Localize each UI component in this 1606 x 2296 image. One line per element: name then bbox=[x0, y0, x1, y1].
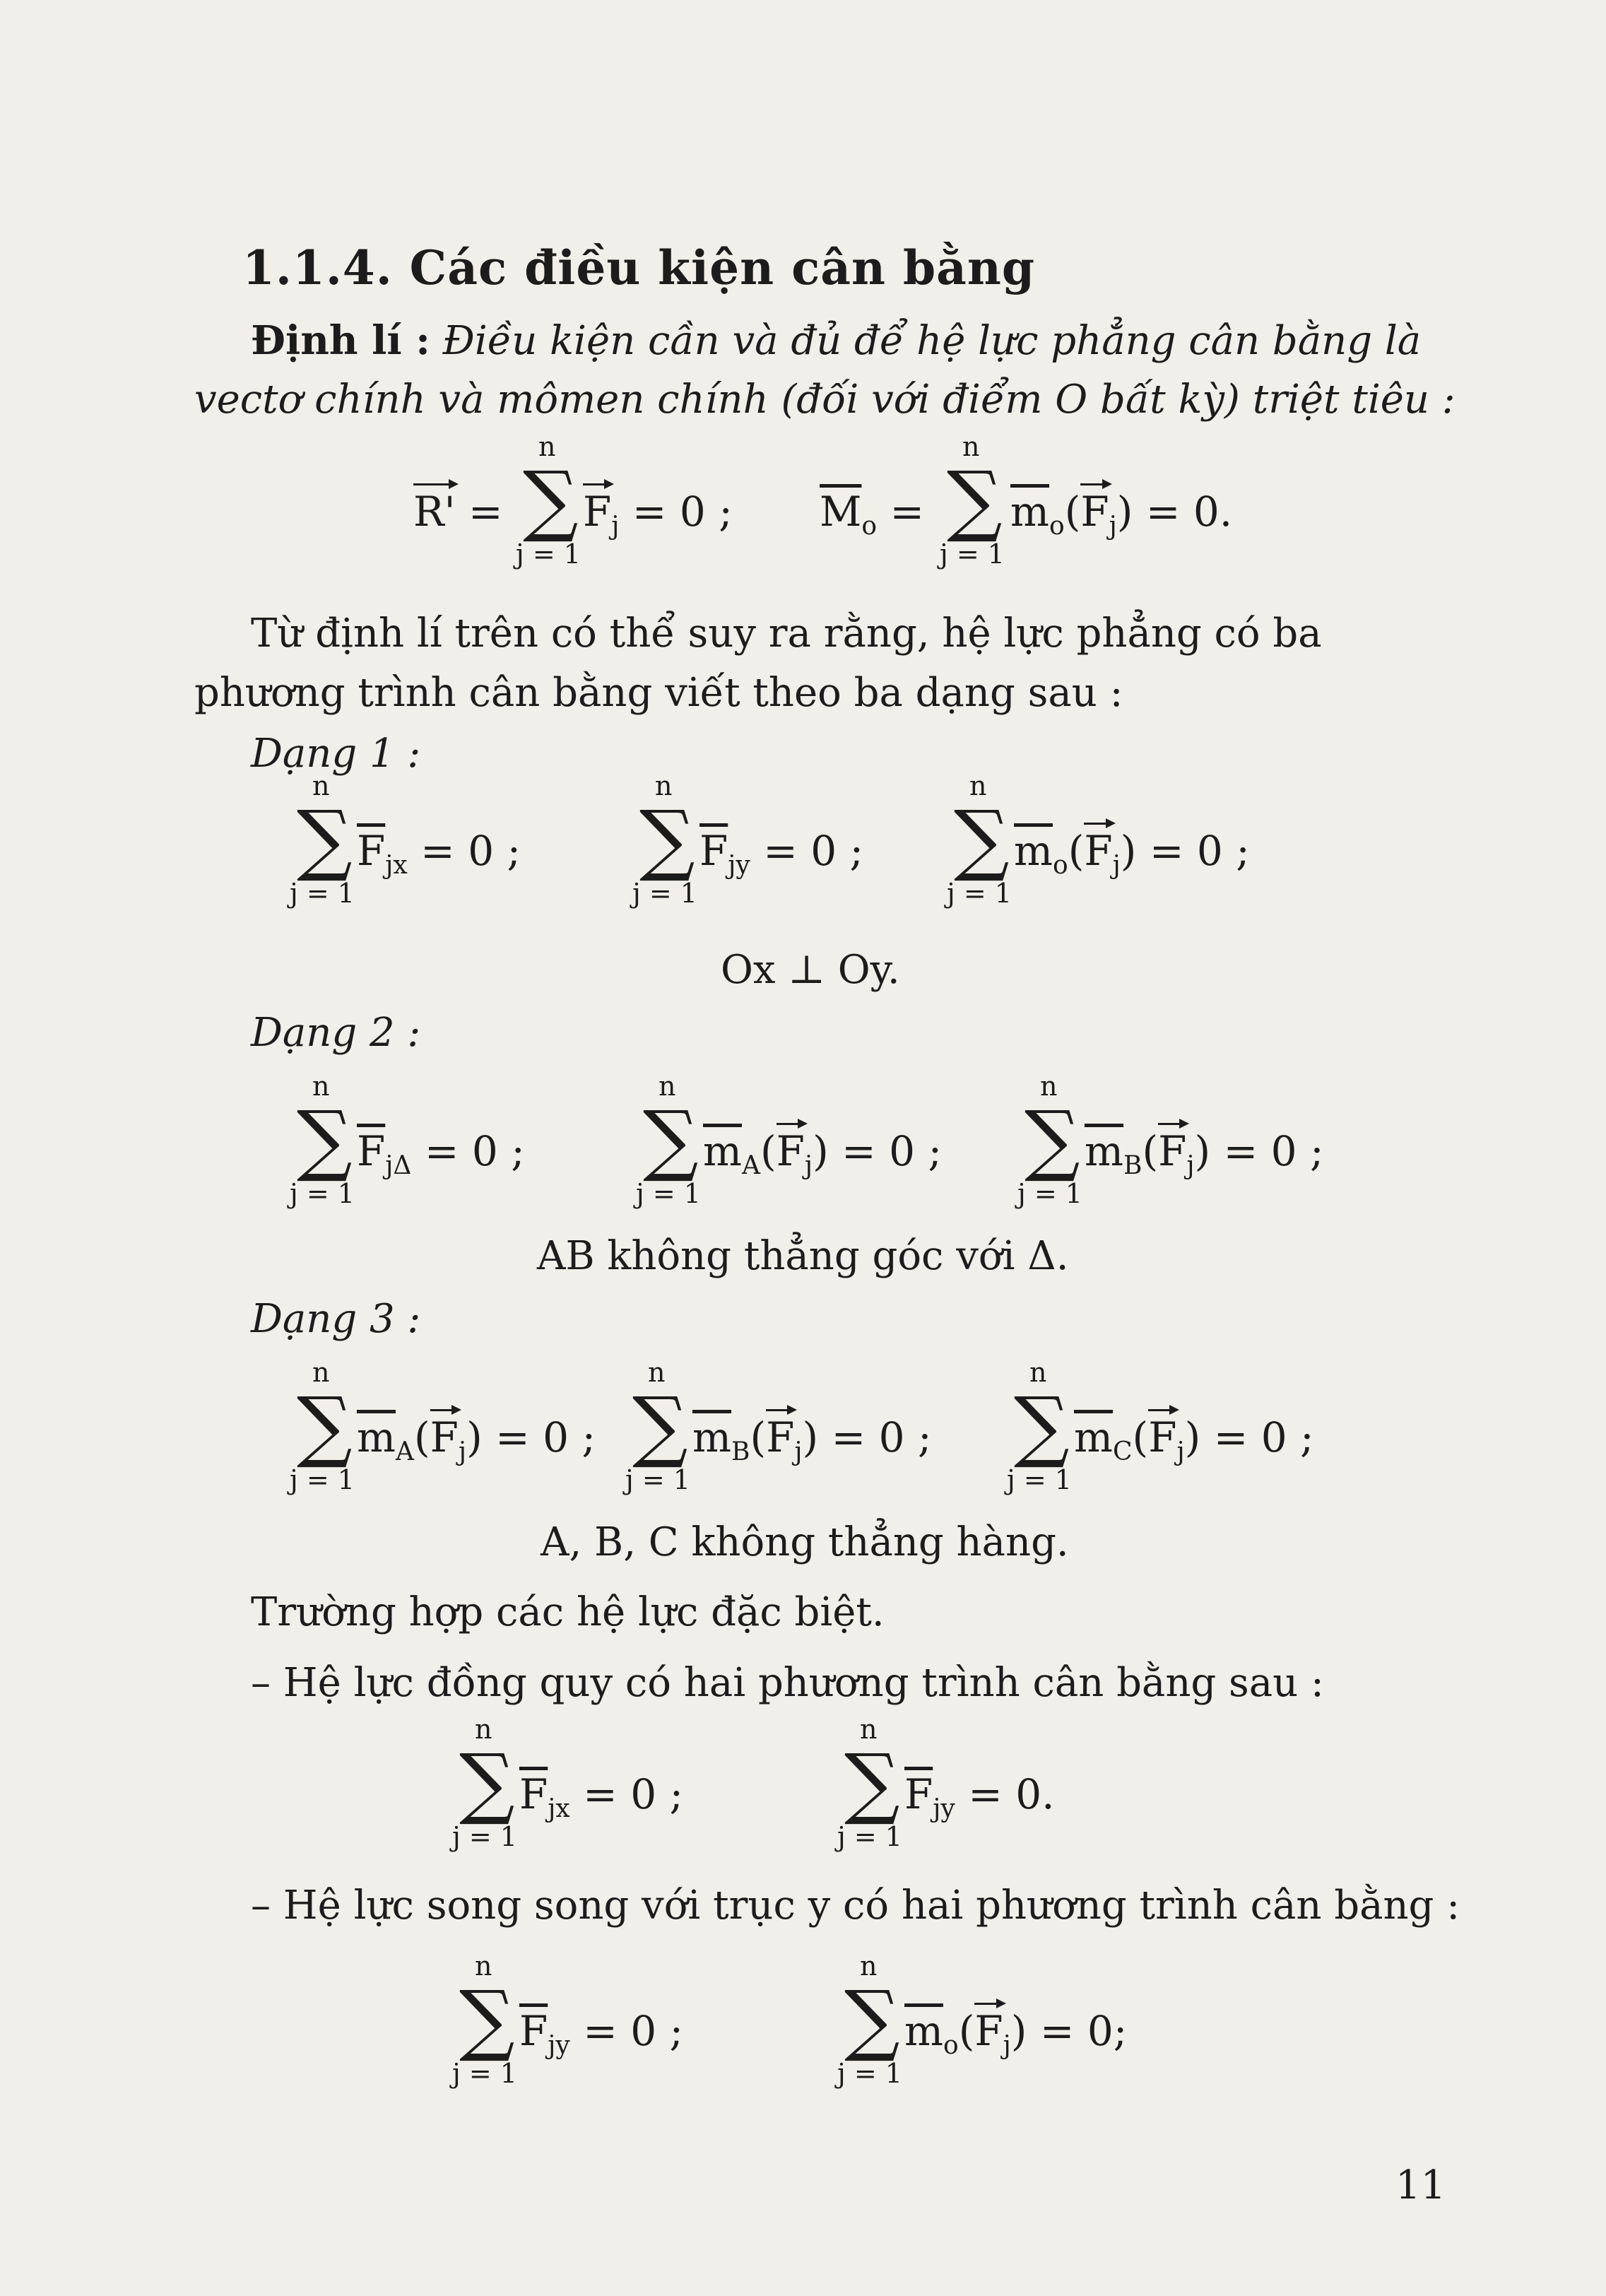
eq-moment: $\overline{M}_o$ = bbox=[820, 488, 925, 541]
form3-condition: A, B, C không thẳng hàng. bbox=[541, 1519, 1069, 1565]
eq-resultant: R' = bbox=[413, 488, 503, 536]
form1-eq3: $\overline{m}_o(F_j) = 0$ ; bbox=[1014, 827, 1250, 880]
form2-eq1: $\overline{F}_{j\Delta} = 0$ ; bbox=[357, 1127, 525, 1180]
theorem-text-1: Điều kiện cần và đủ để hệ lực phẳng cân bằng là bbox=[442, 318, 1422, 364]
form1-condition: Ox ⊥ Oy. bbox=[721, 947, 900, 993]
concurrent-eq1: $\overline{F}_{jx} = 0$ ; bbox=[519, 1770, 684, 1823]
book-page: 1.1.4. Các điều kiện cân bằng Định lí : Điều kiện cần và đủ để hệ lực phẳng cân bằng là vectơ chính và mômen chính (đối với điểm O bất kỳ) triệt tiêu : R' = n ∑ j = 1 $F_j = 0$ ; $\overline{M}_o$ = n ∑ j = 1 $\overline{m}_o(F_j) = 0$. Từ định lí trên có thể suy ra rằng, hệ lực phẳng có ba phương trình cân bằng viết theo ba dạng sau : Dạng 1 : n ∑ j = 1 $\overline{F}_{jx} = 0$ ; n ∑ j = 1 $\overline{F}_{jy} = 0$ ; n ∑ j = 1 $\overline{m}_o(F_j) = 0$ ; Ox ⊥ Oy. Dạng 2 : n ∑ j = 1 $\overline{F}_{j\Delta} = 0$ ; n ∑ j = 1 $\overline{m}_A(F_j) = 0$ ; n ∑ j = 1 $\overline{m}_B(F_j) = 0$ ; AB không thẳng góc với Δ. Dạng 3 : n ∑ j = 1 $\overline{m}_A(F_j) = 0$ ; n ∑ j = 1 $\overline{m}_B(F_j) = 0$ ; n ∑ j = 1 $\overline{m}_C(F_j) = 0$ ; A, B, C không thẳng hàng. Trường hợp các hệ lực đặc biệt. – Hệ lực đồng quy có hai phương trình cân bằng sau : n ∑ j = 1 $\overline{F}_{jx} = 0$ ; n ∑ j = 1 $\overline{F}_{jy} = 0$. – Hệ lực song song với trục y có hai phương trình cân bằng : n ∑ j = 1 $\overline{F}_{jy} = 0$ ; n ∑ j = 1 $\overline{m}_o(F_j) = 0$; 11 bbox=[194, 240, 1460, 2208]
special-intro: Trường hợp các hệ lực đặc biệt. bbox=[251, 1589, 885, 1635]
form1-eq1: $\overline{F}_{jx} = 0$ ; bbox=[357, 827, 521, 880]
page-number: 11 bbox=[1395, 2162, 1446, 2208]
parallel-text: – Hệ lực song song với trục y có hai phương trình cân bằng : bbox=[251, 1883, 1460, 1929]
form2-eq3: $\overline{m}_B(F_j) = 0$ ; bbox=[1085, 1127, 1324, 1180]
form2-label: Dạng 2 : bbox=[251, 1010, 421, 1056]
form2-condition: AB không thẳng góc với Δ. bbox=[537, 1233, 1069, 1279]
form3-eq3: $\overline{m}_C(F_j) = 0$ ; bbox=[1074, 1413, 1314, 1466]
parallel-eq2: $\overline{m}_o(F_j) = 0$; bbox=[904, 2007, 1128, 2060]
theorem-label: Định lí : bbox=[251, 317, 430, 364]
eq-force-sum: $F_j = 0$ ; bbox=[583, 488, 733, 541]
parallel-eq1: $\overline{F}_{jy} = 0$ ; bbox=[519, 2007, 684, 2060]
theorem-line-1 bbox=[251, 311, 1421, 371]
form1-eq2: $\overline{F}_{jy} = 0$ ; bbox=[699, 827, 864, 880]
para-line-1: Từ định lí trên có thể suy ra rằng, hệ lực phẳng có ba bbox=[251, 611, 1322, 657]
eq-moment-sum: $\overline{m}_o(F_j) = 0$. bbox=[1010, 488, 1233, 541]
form1-label: Dạng 1 : bbox=[251, 731, 421, 777]
section-heading: 1.1.4. Các điều kiện cân bằng bbox=[242, 240, 1036, 295]
theorem-line-2: vectơ chính và mômen chính (đối với điểm O bất kỳ) triệt tiêu : bbox=[194, 377, 1456, 423]
form3-label: Dạng 3 : bbox=[251, 1296, 421, 1342]
form2-eq2: $\overline{m}_A(F_j) = 0$ ; bbox=[703, 1127, 943, 1180]
concurrent-eq2: $\overline{F}_{jy} = 0$. bbox=[904, 1770, 1055, 1823]
form3-eq2: $\overline{m}_B(F_j) = 0$ ; bbox=[692, 1413, 932, 1466]
concurrent-text: – Hệ lực đồng quy có hai phương trình cân bằng sau : bbox=[251, 1660, 1324, 1706]
form3-eq1: $\overline{m}_A(F_j) = 0$ ; bbox=[357, 1413, 596, 1466]
para-line-2: phương trình cân bằng viết theo ba dạng sau : bbox=[194, 670, 1123, 716]
